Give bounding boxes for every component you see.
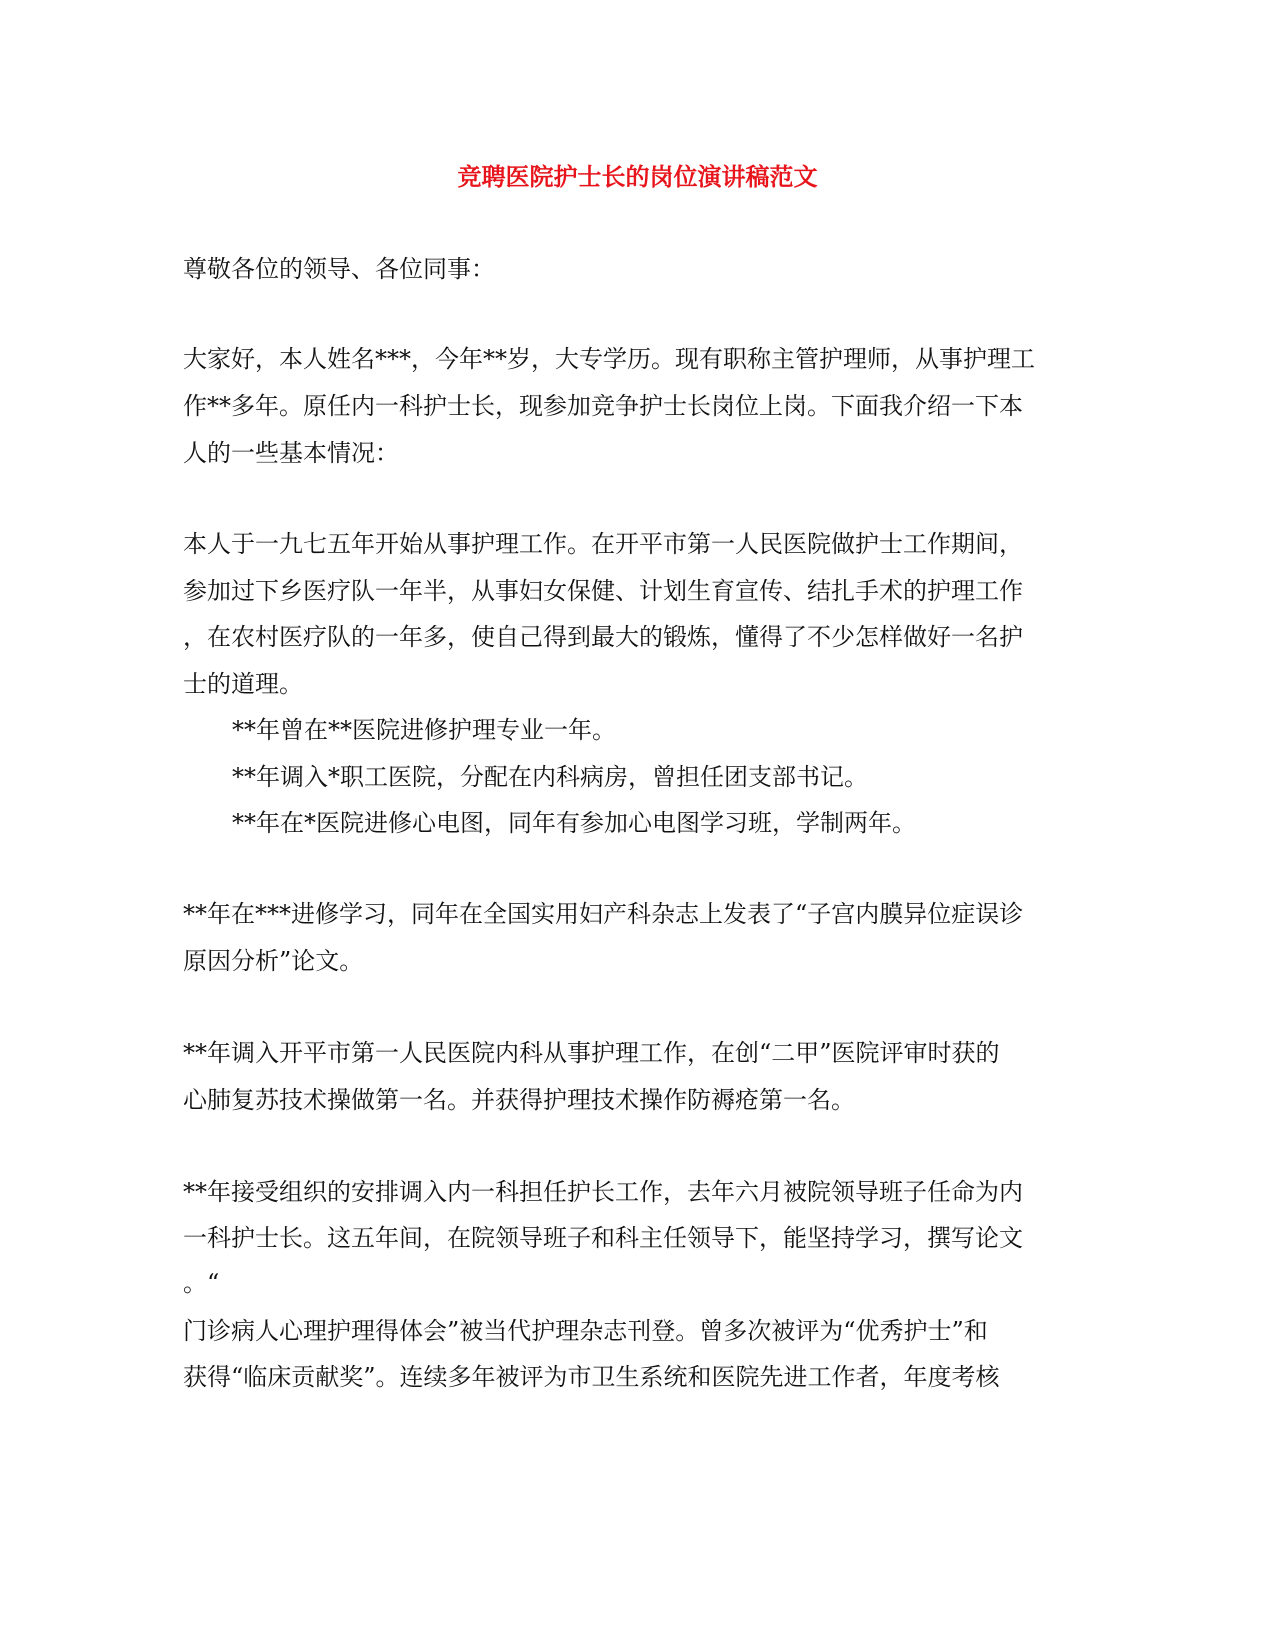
paragraph-line: **年在***进修学习，同年在全国实用妇产科杂志上发表了“子宫内膜异位症误诊 xyxy=(183,900,1024,928)
paragraph-line: 士的道理。 xyxy=(183,670,303,698)
indented-line: **年在*医院进修心电图，同年有参加心电图学习班，学制两年。 xyxy=(232,809,916,837)
paragraph-line: 原因分析”论文。 xyxy=(183,947,364,975)
paragraph-line: 人的一些基本情况： xyxy=(183,439,399,467)
salutation-line: 尊敬各位的领导、各位同事： xyxy=(183,255,495,283)
paragraph-line: 心肺复苏技术操做第一名。并获得护理技术操作防褥疮第一名。 xyxy=(183,1086,855,1114)
paragraph-line: 一科护士长。这五年间，在院领导班子和科主任领导下，能坚持学习，撰写论文 xyxy=(183,1224,1023,1252)
indented-line: **年调入*职工医院，分配在内科病房，曾担任团支部书记。 xyxy=(232,763,868,791)
paragraph-line: ，在农村医疗队的一年多，使自己得到最大的锻炼，懂得了不少怎样做好一名护 xyxy=(183,623,1023,651)
paragraph-line: 。“ xyxy=(183,1269,220,1297)
paragraph-line: **年接受组织的安排调入内一科担任护长工作，去年六月被院领导班子任命为内 xyxy=(183,1178,1023,1206)
paragraph-line: 获得“临床贡献奖”。连续多年被评为市卫生系统和医院先进工作者，年度考核 xyxy=(183,1363,1000,1391)
paragraph-line: 门诊病人心理护理得体会”被当代护理杂志刊登。曾多次被评为“优秀护士”和 xyxy=(183,1317,988,1345)
paragraph-line: **年调入开平市第一人民医院内科从事护理工作，在创“二甲”医院评审时获的 xyxy=(183,1039,1000,1067)
paragraph-line: 参加过下乡医疗队一年半，从事妇女保健、计划生育宣传、结扎手术的护理工作 xyxy=(183,577,1023,605)
document-title: 竞聘医院护士长的岗位演讲稿范文 xyxy=(457,162,818,191)
paragraph-line: 本人于一九七五年开始从事护理工作。在开平市第一人民医院做护士工作期间， xyxy=(183,530,1023,558)
paragraph-line: 大家好，本人姓名***，今年**岁，大专学历。现有职称主管护理师，从事护理工 xyxy=(183,345,1035,373)
indented-line: **年曾在**医院进修护理专业一年。 xyxy=(232,716,616,744)
paragraph-line: 作**多年。原任内一科护士长，现参加竞争护士长岗位上岗。下面我介绍一下本 xyxy=(183,392,1023,420)
